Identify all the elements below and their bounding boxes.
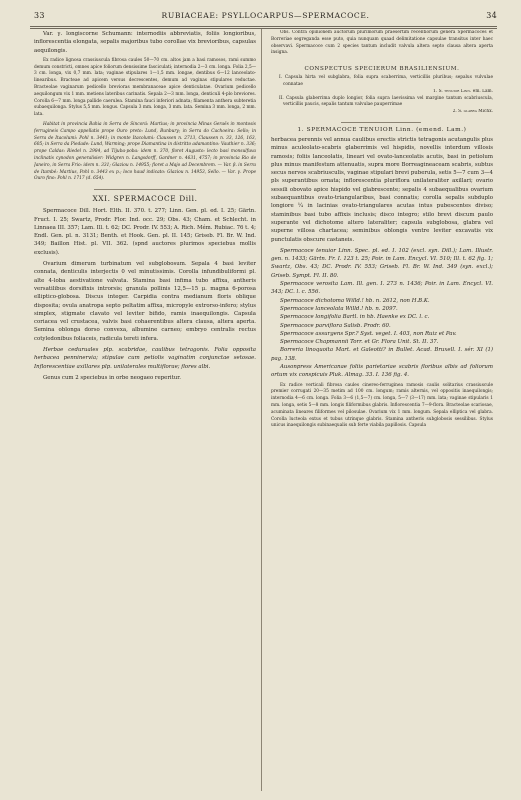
observation-note: Obs. Contra opinionem auctorum plurimorum praesertim recentiorum genera Spermacoces et Borreriae segreganda esse puto, quia nunquam quaad delimitatione capsulae transitus inter haec observavi. Spermacoce cum 2 species tantum includit valvula altera septo clausa altera aperta insigna.	[271, 30, 493, 56]
habitat-text: Habitat in provincia Bahia in Serra de Sincorá: Martius; in provincia Minas Geraës in montosis ferrugineis Campo appellatis prope Ouro preto: Lund, Bunbury; in Serra do Cachoeira: Sello; in Serra de Itacolumi: Pohl n. 3441; in monte Itacolumi: Claussen n. 2713, Claussen n. 33, 126, 163, 605; in Serra da Piedade: Lund, Warming; prope Diamantina in distritto adamantino: Vauthier n. 336; prope Caldas: Riedel n. 2984, ad Tijuba-poba: idem n. 370, floret Augusto: lecto basi monsulfuva inclinatis cynodon generalisier: Widgren n. Langsdorff, Gardner n. 4631, 4757; in provincia Rio de Janeiro, in Serra Frio: idem n. 331; Glaziou n. 14955; floret a Majo ad Decembrem. — Var. β. in Serra de Itambé: Martius, Pohl n. 3443 ex p.; loco haud indicato: Glaziou n. 14953, Sello. — Var. γ. Prope Ouro fino: Pohl n. 1717 (d. 654).	[34, 122, 256, 182]
synonym-7: Spermacoce assurgens Spr.? Syst. veget. I. 403, non Ruiz et Pav.	[280, 330, 457, 337]
page-number-right: 34	[486, 11, 497, 20]
synonym-8: Spermacoce Chapmannii Torr. et Gr. Flora Unit. St. II. 37.	[280, 339, 439, 346]
left-column	[34, 30, 256, 790]
key-result-2-name: 2. S. glabra	[452, 109, 477, 115]
species-description: herbacea perennis vel annua caulibus erectis strictis tetragonis acutangulis plus minus aculeolato-scabris glaberrimis vel hispidis, novellis interdum villosis ramosis; foliis lanceolatis, lineari vel ovato-lanceolatis acutis, basi in petiolum plus minus manifestum attenuatis, supra more Borreagineaceam scabris, subtus secus nervos scabriusculis, vaginae stipulari brevi puberula, setis 5—7 cum 3—4 pls superantibus ornata; inflorescentia pluriflora unilateraliter axillari; ovario sessili obovato apice hispido vel glabrescente; sepalis 4 subaequalibus ovarium subaequantibus ovato-triangularibus, basi connatis; corolla sepalis subduplo longiore ¼ in lacinias ovato-triangulares acutas intus pubescentes diviso; staminibus basi tubo affixis inclusis; disco integro; stilo brevi discum paulo superante vel dichotome altero lateraliter; capsula subglobosa, glabra vel superne villosa chartacea; seminibus oblongis ventre leviter excavatis vix punctulatis obscure castaneis.	[271, 136, 493, 243]
page-header	[34, 11, 497, 23]
variety-description: Var. γ. longiscorne Schumann: internodiis abbreviatis, foliis longioribus, inflorescentia elongata, sepalis majoribus tubo corollae vix brevioribus, capsulas aequilongis.	[34, 31, 256, 54]
variety-detail-text: Ex radice lignosa crassiuscula fibrosa caules 50—70 cm. altos jam a basi ramosos, rami summo demum constricti, omnes apice foliorum densissime fasciculati; internodia 2—3 cm. longa. Folia 2,5—3 cm. longa, vix 0,7 mm. lata; vaginae stipulares 1—1,5 mm. longae, dentibus 6—12 lanceolato-linearibus. Bracteae ad apicem versus decrescentes, demum ad vaginas stipulares reductae. Bracteolae vaginarum pedicello brevioras membranaceae apice denticulatae. Ovarium pedicello aequilongum vix 1 mm. metiens lateribus carinatis. Sepala 2—3 mm. longa, denticuli 4-plo breviores. Corolla 6—7 mm. longa pallide caerulea. Stamina fauci inferiori adnata; filamenta anthera subteretia subaequilonga. Stylus 5,5 mm. longus. Capsula 3 mm. longa, 3 mm. lata. Semina 3 mm. longa, 2 mm. lata.	[34, 57, 256, 118]
header-rule-inner	[30, 28, 497, 29]
genus-distribution: Genus cum 2 speciebus in orbe neogaeo reperitur.	[43, 374, 181, 381]
synonym-5: Spermacoce longifolia Bartl. in hb. Haenke ex DC. l. c.	[280, 314, 430, 321]
species-key	[271, 75, 493, 116]
page-number-left: 33	[34, 11, 45, 20]
synonym-4: Spermacoce lanceolata Willd.! hb. n. 2097.	[280, 305, 398, 312]
key-result-2	[271, 109, 493, 116]
synonym-9: Borreria linoquoita Mart. et Galeotti? in Bullet. Acad. Bruxell. I. sér. XI (1) pag. 138.	[271, 347, 493, 362]
genus-synonymy: Spermacoce Dill. Hort. Elth. II. 370. t. 277; Linn. Gen. pl. ed. I. 25; Gärtn. Fruct. I. 25; Swartz, Prodr. Flor. Ind. occ. 29; Obs. 43; Cham. et Schlecht. in Linnaea III. 357; Lam. Ill. t. 62; DC. Prodr. IV. 553; A. Rich. Mém. Rubiac. 76 t. 4; Endl. Gen. pl. n. 3131; Benth. et Hook. Gen. pl. II. 145; Griseb. Fl. Br. W. Ind. 349; Baillon Hist. pl. VII. 362. (spnd auctores plurimos speciebus mollis exclusis).	[34, 208, 256, 256]
synonym-10: Ausonpress Americanae foliis parietariae scabris floribus albis ad foliorum ortum vix conspicuis Pluk. Almag. 33. I. 136 fig. 4.	[271, 363, 493, 379]
right-column	[271, 30, 493, 790]
species-detail-text: Ex radice verticali fibrosa caules cinereo-ferruginea ramosis caulis solitarius crassiuscule premier corrugati 20—35 metim ad 100 cm. longum; ramis alternis, vel oppositis inaequilongis; internodia 4—6 cm. longa. Folia 3—6 (1,5—7) cm. longa, 5—7 (3—17) mm. lata; vaginae stipularis 1 mm. longa, setis 5—8 mm. longis filiformibus glabris. Inflorescentia 7—9-flora. Bracteolae scariosae, acuminata lineares filiformes vel pilosulae. Ovarium vix 1 mm. longum. Sepala elliptica vel glabra. Corolla lucteola extus et tubus utrinque glabris. Stamina antheris subglobosis sessilibus. Stylus unicus inaequilongis subinaequalis sub ferte viabila papillosis. Capsula	[271, 382, 493, 429]
section-separator	[34, 189, 256, 190]
genus-habit: Herbae ceduruales plp. scabridae, caulibus tetragonis. Folia opposita herbacea penninervia; stipulae cum petiolis vaginatim conjunctae setosae. Inflorescentiae axillares plp. unilaterales multiflorae; flores albi.	[34, 346, 256, 370]
header-rule	[30, 26, 497, 27]
synonym-1: Spermacoce tenuior Linn. Spec. pl. ed. I. 102 (excl. syn. Dill.); Lam. Illustr. gen. n. 1433; Gärtn. Fr. I. 123 t. 25; Poir. in Lam. Encycl. VI. 510; Ill. t. 62 fig. 1; Swartz, Obs. 43; DC. Prodr. IV. 553; Griseb. Fl. Br. W. Ind. 349 (syn. excl.); Griseb. Sympt. Fl. II. 80.	[271, 247, 493, 279]
running-title: RUBIACEAE: PSYLLOCARPUS—SPERMACOCE.	[161, 11, 370, 20]
key-result-1-name: 1. S. tenuior Linn.	[433, 88, 472, 94]
key-entry-2: II. Capsula glaberrima duplo longior, folia supra laevissima vel margine tantum scabriuscula, verticillis paucis, sepalis tantum valvulae pauperrimae	[279, 95, 493, 108]
genus-description: Ovarium dimerum turbinatum vel subglobosum. Sepala 4 basi leviter connata, denticulis interjectis 0 vel minutissimis. Corolla infundibuliformi pl. alte 4-loba aestivatione valvata. Stamina basi infima tubo affixa, antheris versatilibus dorsifixis introrsis; granula pollinis 12,5—15 μ. magna 6-porosa elliptico-globosa. Discus integer. Carpidia contra medianum floris oblique disposita; ovula anatropa septo peltatim affixa, micropyle extrorso-infero; stylus simplex, stigmate clavato vel leviter bifido, ramis inaequilongis. Capsula coriacea vel crustacea, valvis basi cohaerentibus altera clausa, altera aperta. Semina oblonga dorso convexa, albumine carneo; embryo centralis rectus cotyledonibus foliaceis, radicula tereti infera.	[34, 261, 256, 342]
conspectus-heading: CONSPECTUS SPECIERUM BRASILIENSIUM.	[304, 66, 460, 73]
synonym-2: Spermacoce verosita Lam. Ill. gen. I. 273 n. 1436; Poir. in Lam. Encycl. VI. 343; DC. l. c. 556.	[271, 281, 493, 296]
species-heading: 1. SPERMACOCE TENUIOR Linn. (emend. Lam.)	[297, 126, 467, 133]
key-result-2-author: Michx.	[478, 109, 493, 115]
column-divider	[261, 29, 262, 791]
section-separator-right	[271, 122, 493, 123]
key-entry-1: I. Capsula hirta vel subglabra, folia supra scaberrima, verticillis pluribus; sepalus vulvulae connatae	[279, 75, 493, 87]
genus-heading: XXI. SPERMACOCE Dill.	[92, 194, 198, 204]
key-result-1	[271, 89, 493, 96]
synonym-6: Spermacoce parviflora Salisb. Prodr. 60.	[280, 322, 391, 329]
key-result-1-author: em. Lam.	[472, 88, 493, 94]
synonym-3: Spermacoce dichotoma Willd.! hb. n. 2612, non H.B.K.	[280, 297, 430, 304]
